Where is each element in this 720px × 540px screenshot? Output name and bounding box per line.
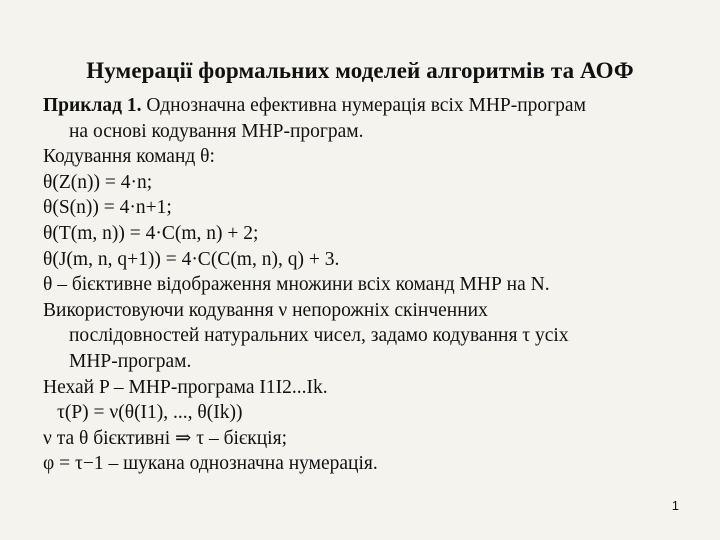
using-line-1: Використовуючи кодування ν непорожніх скінченних (43, 299, 488, 321)
example-text-1: Однозначна ефективна нумерація всіх МНР-програм (141, 95, 586, 116)
encoding-heading: Кодування команд θ: (43, 146, 215, 168)
example-text-2: на основі кодування МНР-програм. (69, 120, 364, 142)
using-line-3: МНР-програм. (69, 350, 192, 372)
formula-z: θ(Z(n)) = 4·n; (43, 171, 153, 193)
bijection-line: ν та θ бієктивні ⇒ τ – бієкція; (43, 427, 287, 449)
slide-title: Нумерації формальних моделей алгоритмів та АОФ (86, 58, 634, 83)
phi-definition: φ = τ−1 – шукана однозначна нумерація. (43, 453, 378, 475)
tau-definition: τ(P) = ν(θ(I1), ..., θ(Ik)) (57, 402, 243, 424)
formula-j: θ(J(m, n, q+1)) = 4·C(C(m, n), q) + 3. (43, 248, 340, 270)
let-program: Нехай P – МНР-програма I1I2...Ik. (43, 376, 328, 398)
theta-bijective: θ – бієктивне відображення множини всіх команд МНР на N. (43, 274, 550, 296)
formula-t: θ(T(m, n)) = 4·C(m, n) + 2; (43, 222, 259, 244)
page-number: 1 (671, 498, 679, 513)
slide-body (43, 93, 683, 477)
using-line-2: послідовностей натуральних чисел, задамо кодування τ усіх (69, 325, 569, 347)
example-label: Приклад 1. (43, 95, 142, 116)
formula-s: θ(S(n)) = 4·n+1; (43, 197, 172, 219)
example-line (43, 93, 683, 119)
